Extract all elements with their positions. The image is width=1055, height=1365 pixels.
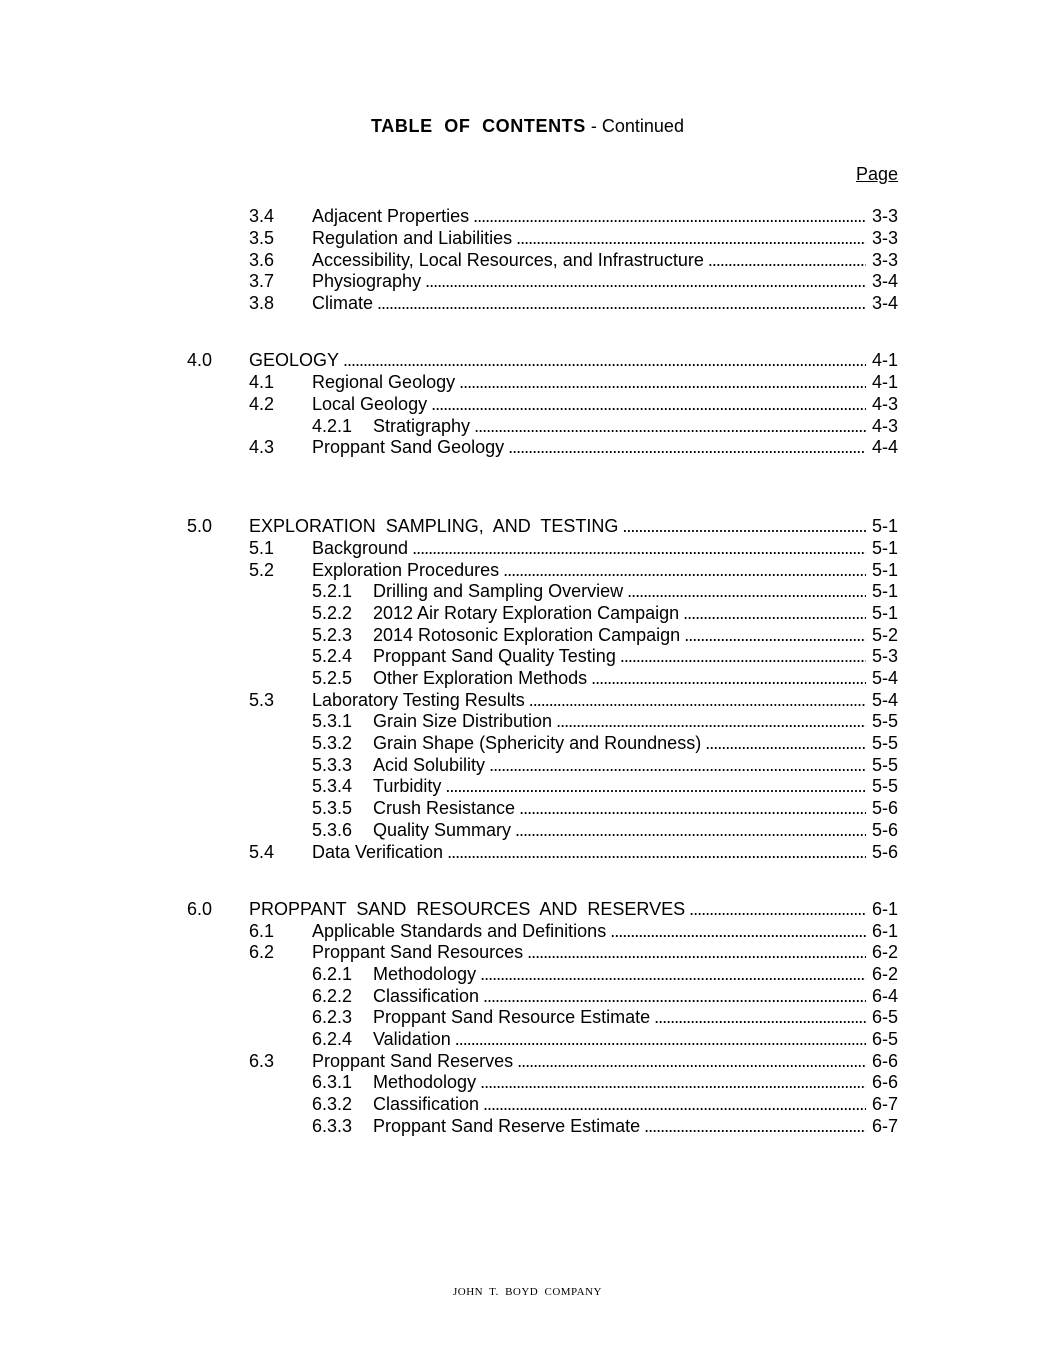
toc-row bbox=[0, 710, 898, 732]
toc-section-number: 5.2 bbox=[249, 560, 275, 580]
toc-entry-label: PROPPANT SAND RESOURCES AND RESERVES bbox=[249, 899, 686, 919]
toc-section-number: 6.2.3 bbox=[312, 1007, 353, 1027]
toc-page-number: 5-1 bbox=[871, 581, 898, 601]
toc-entry bbox=[373, 602, 866, 624]
dot-leader bbox=[705, 732, 866, 754]
toc-entry-label: Validation bbox=[373, 1029, 451, 1049]
toc-entry bbox=[312, 292, 866, 314]
dot-leader bbox=[377, 292, 866, 314]
toc-section-number: 5.2.2 bbox=[312, 603, 353, 623]
toc-row bbox=[0, 985, 898, 1007]
toc-entry bbox=[312, 941, 866, 963]
toc-row bbox=[0, 1006, 898, 1028]
toc-row bbox=[0, 580, 898, 602]
toc-page-number: 4-3 bbox=[871, 394, 898, 414]
toc-entry-label: EXPLORATION SAMPLING, AND TESTING bbox=[249, 516, 619, 536]
dot-leader bbox=[412, 537, 866, 559]
dot-leader bbox=[591, 667, 866, 689]
toc-row bbox=[0, 1028, 898, 1050]
toc-section-number: 3.4 bbox=[249, 206, 275, 226]
toc-entry-label: Proppant Sand Reserves bbox=[312, 1051, 514, 1071]
toc-entry bbox=[373, 775, 866, 797]
toc-entry-label: Drilling and Sampling Overview bbox=[373, 581, 624, 601]
dot-leader bbox=[627, 580, 866, 602]
dot-leader bbox=[620, 645, 866, 667]
toc-entry-label: Data Verification bbox=[312, 842, 444, 862]
toc-entry-label: Proppant Sand Geology bbox=[312, 437, 505, 457]
dot-leader bbox=[527, 941, 866, 963]
dot-leader bbox=[483, 985, 866, 1007]
toc-entry bbox=[373, 754, 866, 776]
dot-leader bbox=[644, 1115, 866, 1137]
toc-row bbox=[0, 689, 898, 711]
toc-row bbox=[0, 645, 898, 667]
dot-leader bbox=[343, 349, 866, 371]
toc-section-number: 6.3.2 bbox=[312, 1094, 353, 1114]
toc-entry bbox=[373, 645, 866, 667]
toc-row bbox=[0, 249, 898, 271]
toc-section-number: 6.3.1 bbox=[312, 1072, 353, 1092]
toc-row bbox=[0, 371, 898, 393]
toc-page-number: 5-1 bbox=[871, 516, 898, 536]
toc-entry bbox=[373, 580, 866, 602]
dot-leader bbox=[431, 393, 866, 415]
toc-entry-label: Laboratory Testing Results bbox=[312, 690, 525, 710]
toc-entry-label: Classification bbox=[373, 1094, 480, 1114]
toc-entry bbox=[373, 624, 866, 646]
toc-entry bbox=[249, 349, 866, 371]
toc-section-number: 6.1 bbox=[249, 921, 275, 941]
toc-section-number: 4.2.1 bbox=[312, 416, 353, 436]
toc-section-number: 5.3.3 bbox=[312, 755, 353, 775]
toc-entry-label: Local Geology bbox=[312, 394, 428, 414]
toc-entry bbox=[249, 898, 866, 920]
toc-section-number: 5.4 bbox=[249, 842, 275, 862]
toc-row bbox=[0, 602, 898, 624]
toc-section-number: 5.0 bbox=[187, 516, 213, 536]
toc-section-number: 5.2.4 bbox=[312, 646, 353, 666]
toc-row bbox=[0, 775, 898, 797]
toc-entry bbox=[312, 270, 866, 292]
toc-page-number: 6-6 bbox=[871, 1072, 898, 1092]
toc-page-number: 5-5 bbox=[871, 733, 898, 753]
toc-page-number: 6-4 bbox=[871, 986, 898, 1006]
toc-section-number: 4.0 bbox=[187, 350, 213, 370]
toc-page-number: 3-4 bbox=[871, 293, 898, 313]
dot-leader bbox=[445, 775, 866, 797]
toc-entry-label: Proppant Sand Reserve Estimate bbox=[373, 1116, 641, 1136]
toc-section-number: 6.0 bbox=[187, 899, 213, 919]
title-continued: - Continued bbox=[585, 116, 684, 136]
toc-page-number: 3-3 bbox=[871, 250, 898, 270]
dot-leader bbox=[683, 602, 866, 624]
toc-page-number: 4-3 bbox=[871, 416, 898, 436]
dot-leader bbox=[654, 1006, 866, 1028]
toc-entry bbox=[373, 667, 866, 689]
toc-section-number: 5.3.6 bbox=[312, 820, 353, 840]
toc-entry bbox=[312, 841, 866, 863]
dot-leader bbox=[516, 227, 866, 249]
toc-page-number: 5-5 bbox=[871, 711, 898, 731]
toc-section-number: 6.3.3 bbox=[312, 1116, 353, 1136]
toc-section-number: 5.3 bbox=[249, 690, 275, 710]
toc-entry-label: Other Exploration Methods bbox=[373, 668, 588, 688]
toc-section-number: 4.2 bbox=[249, 394, 275, 414]
toc-entry-label: Exploration Procedures bbox=[312, 560, 500, 580]
dot-leader bbox=[455, 1028, 866, 1050]
toc-row bbox=[0, 819, 898, 841]
toc-section-number: 6.2.2 bbox=[312, 986, 353, 1006]
toc-page-number: 6-2 bbox=[871, 942, 898, 962]
dot-leader bbox=[459, 371, 866, 393]
dot-leader bbox=[483, 1093, 866, 1115]
toc-entry-label: GEOLOGY bbox=[249, 350, 340, 370]
toc-row bbox=[0, 349, 898, 371]
toc-page-number: 5-1 bbox=[871, 538, 898, 558]
dot-leader bbox=[517, 1050, 866, 1072]
toc-entry-label: Grain Size Distribution bbox=[373, 711, 553, 731]
dot-leader bbox=[480, 1071, 866, 1093]
toc-entry bbox=[312, 920, 866, 942]
page-title bbox=[0, 116, 1055, 137]
dot-leader bbox=[684, 624, 866, 646]
toc-page-number: 5-1 bbox=[871, 560, 898, 580]
toc-section-number: 5.3.4 bbox=[312, 776, 353, 796]
toc-page-number: 6-5 bbox=[871, 1007, 898, 1027]
toc-row bbox=[0, 898, 898, 920]
toc-entry-label: Adjacent Properties bbox=[312, 206, 470, 226]
dot-leader bbox=[489, 754, 866, 776]
toc-entry bbox=[373, 710, 866, 732]
toc-entry-label: Proppant Sand Resources bbox=[312, 942, 524, 962]
toc-section-number: 3.6 bbox=[249, 250, 275, 270]
toc-row bbox=[0, 1115, 898, 1137]
toc-row bbox=[0, 270, 898, 292]
toc-row bbox=[0, 1093, 898, 1115]
toc-entry-label: Physiography bbox=[312, 271, 422, 291]
dot-leader bbox=[508, 436, 866, 458]
toc-section-number: 3.5 bbox=[249, 228, 275, 248]
toc-row bbox=[0, 537, 898, 559]
toc-section-number: 5.2.5 bbox=[312, 668, 353, 688]
toc-entry-label: Methodology bbox=[373, 964, 477, 984]
toc-entry bbox=[312, 537, 866, 559]
toc-entry bbox=[312, 371, 866, 393]
toc-entry bbox=[373, 415, 866, 437]
toc-page-number: 4-1 bbox=[871, 372, 898, 392]
toc-row bbox=[0, 1071, 898, 1093]
toc-section-number: 5.3.2 bbox=[312, 733, 353, 753]
toc-row bbox=[0, 559, 898, 581]
company-footer: JOHN T. BOYD COMPANY bbox=[453, 1286, 602, 1298]
dot-leader bbox=[689, 898, 866, 920]
toc-entry-label: Climate bbox=[312, 293, 374, 313]
toc-row bbox=[0, 515, 898, 537]
toc-row bbox=[0, 393, 898, 415]
toc-entry-label: Proppant Sand Resource Estimate bbox=[373, 1007, 651, 1027]
toc-section-number: 6.2 bbox=[249, 942, 275, 962]
toc-entry-label: Background bbox=[312, 538, 409, 558]
toc-entry-label: Regional Geology bbox=[312, 372, 456, 392]
toc-page-number: 6-5 bbox=[871, 1029, 898, 1049]
toc-entry bbox=[373, 732, 866, 754]
toc-section-number: 4.1 bbox=[249, 372, 275, 392]
toc-entry bbox=[373, 819, 866, 841]
toc-entry bbox=[312, 205, 866, 227]
toc-page-number: 6-1 bbox=[871, 921, 898, 941]
toc-section-number: 6.3 bbox=[249, 1051, 275, 1071]
toc-page-number: 6-7 bbox=[871, 1116, 898, 1136]
toc-section-number: 5.2.1 bbox=[312, 581, 353, 601]
toc-row bbox=[0, 227, 898, 249]
toc-page-number: 6-1 bbox=[871, 899, 898, 919]
dot-leader bbox=[503, 559, 866, 581]
toc-entry-label: Crush Resistance bbox=[373, 798, 516, 818]
toc-entry-label: Acid Solubility bbox=[373, 755, 486, 775]
toc-entry bbox=[373, 1115, 866, 1137]
toc-entry-label: Quality Summary bbox=[373, 820, 512, 840]
toc-row bbox=[0, 436, 898, 458]
toc-entry bbox=[312, 1050, 866, 1072]
toc-entry-label: Proppant Sand Quality Testing bbox=[373, 646, 616, 666]
dot-leader bbox=[556, 710, 866, 732]
page-column-header: Page bbox=[855, 164, 898, 184]
toc-row bbox=[0, 1050, 898, 1072]
toc-entry bbox=[312, 559, 866, 581]
toc-page-number: 3-3 bbox=[871, 206, 898, 226]
dot-leader bbox=[425, 270, 866, 292]
toc-section-number: 5.2.3 bbox=[312, 625, 353, 645]
toc-row bbox=[0, 667, 898, 689]
toc-page-number: 5-4 bbox=[871, 668, 898, 688]
toc-page-number: 5-6 bbox=[871, 842, 898, 862]
toc-section-number: 3.8 bbox=[249, 293, 275, 313]
toc-page-number: 6-2 bbox=[871, 964, 898, 984]
toc-entry-label: Methodology bbox=[373, 1072, 477, 1092]
toc-entry-label: 2014 Rotosonic Exploration Campaign bbox=[373, 625, 681, 645]
toc-entry bbox=[249, 515, 866, 537]
toc-row bbox=[0, 205, 898, 227]
toc-entry-label: Applicable Standards and Definitions bbox=[312, 921, 607, 941]
dot-leader bbox=[473, 205, 866, 227]
toc-row bbox=[0, 963, 898, 985]
toc-entry-label: 2012 Air Rotary Exploration Campaign bbox=[373, 603, 680, 623]
toc-page-number: 3-4 bbox=[871, 271, 898, 291]
toc-page-number: 6-6 bbox=[871, 1051, 898, 1071]
dot-leader bbox=[515, 819, 866, 841]
toc-page-number: 5-6 bbox=[871, 820, 898, 840]
toc-entry bbox=[373, 1028, 866, 1050]
toc-row bbox=[0, 624, 898, 646]
toc-row bbox=[0, 797, 898, 819]
toc-row bbox=[0, 941, 898, 963]
toc-page-number: 5-5 bbox=[871, 755, 898, 775]
title-main: TABLE OF CONTENTS bbox=[371, 116, 586, 136]
toc-entry bbox=[312, 689, 866, 711]
toc-entry-label: Turbidity bbox=[373, 776, 442, 796]
toc-entry bbox=[373, 963, 866, 985]
toc-row bbox=[0, 841, 898, 863]
toc-entry bbox=[312, 436, 866, 458]
dot-leader bbox=[480, 963, 866, 985]
toc-row bbox=[0, 415, 898, 437]
toc-entry bbox=[373, 1093, 866, 1115]
dot-leader bbox=[708, 249, 866, 271]
toc-entry bbox=[373, 1071, 866, 1093]
toc-row bbox=[0, 920, 898, 942]
toc-section-number: 5.1 bbox=[249, 538, 275, 558]
toc-page-number: 4-1 bbox=[871, 350, 898, 370]
toc-page-number: 5-4 bbox=[871, 690, 898, 710]
toc-entry-label: Grain Shape (Sphericity and Roundness) bbox=[373, 733, 702, 753]
dot-leader bbox=[519, 797, 866, 819]
toc-entry-label: Stratigraphy bbox=[373, 416, 471, 436]
toc-row bbox=[0, 754, 898, 776]
dot-leader bbox=[529, 689, 866, 711]
dot-leader bbox=[474, 415, 866, 437]
dot-leader bbox=[622, 515, 866, 537]
toc-page-number: 5-1 bbox=[871, 603, 898, 623]
toc-entry bbox=[312, 393, 866, 415]
toc-page-number: 5-3 bbox=[871, 646, 898, 666]
toc-section-number: 6.2.1 bbox=[312, 964, 353, 984]
toc-entry bbox=[373, 985, 866, 1007]
toc-section-number: 6.2.4 bbox=[312, 1029, 353, 1049]
toc-section-number: 5.3.5 bbox=[312, 798, 353, 818]
toc-section-number: 5.3.1 bbox=[312, 711, 353, 731]
toc-entry bbox=[312, 249, 866, 271]
toc-row bbox=[0, 732, 898, 754]
toc-entry-label: Classification bbox=[373, 986, 480, 1006]
toc-page-number: 4-4 bbox=[871, 437, 898, 457]
toc-section-number: 4.3 bbox=[249, 437, 275, 457]
toc-entry-label: Accessibility, Local Resources, and Infrastructure bbox=[312, 250, 704, 270]
dot-leader bbox=[447, 841, 866, 863]
toc-entry bbox=[373, 1006, 866, 1028]
toc-entry bbox=[312, 227, 866, 249]
toc-entry bbox=[373, 797, 866, 819]
toc-row bbox=[0, 292, 898, 314]
toc-page-number: 6-7 bbox=[871, 1094, 898, 1114]
toc-page-number: 3-3 bbox=[871, 228, 898, 248]
toc-page-number: 5-2 bbox=[871, 625, 898, 645]
dot-leader bbox=[610, 920, 866, 942]
toc-page-number: 5-6 bbox=[871, 798, 898, 818]
toc-section-number: 3.7 bbox=[249, 271, 275, 291]
toc-entry-label: Regulation and Liabilities bbox=[312, 228, 513, 248]
toc-page-number: 5-5 bbox=[871, 776, 898, 796]
